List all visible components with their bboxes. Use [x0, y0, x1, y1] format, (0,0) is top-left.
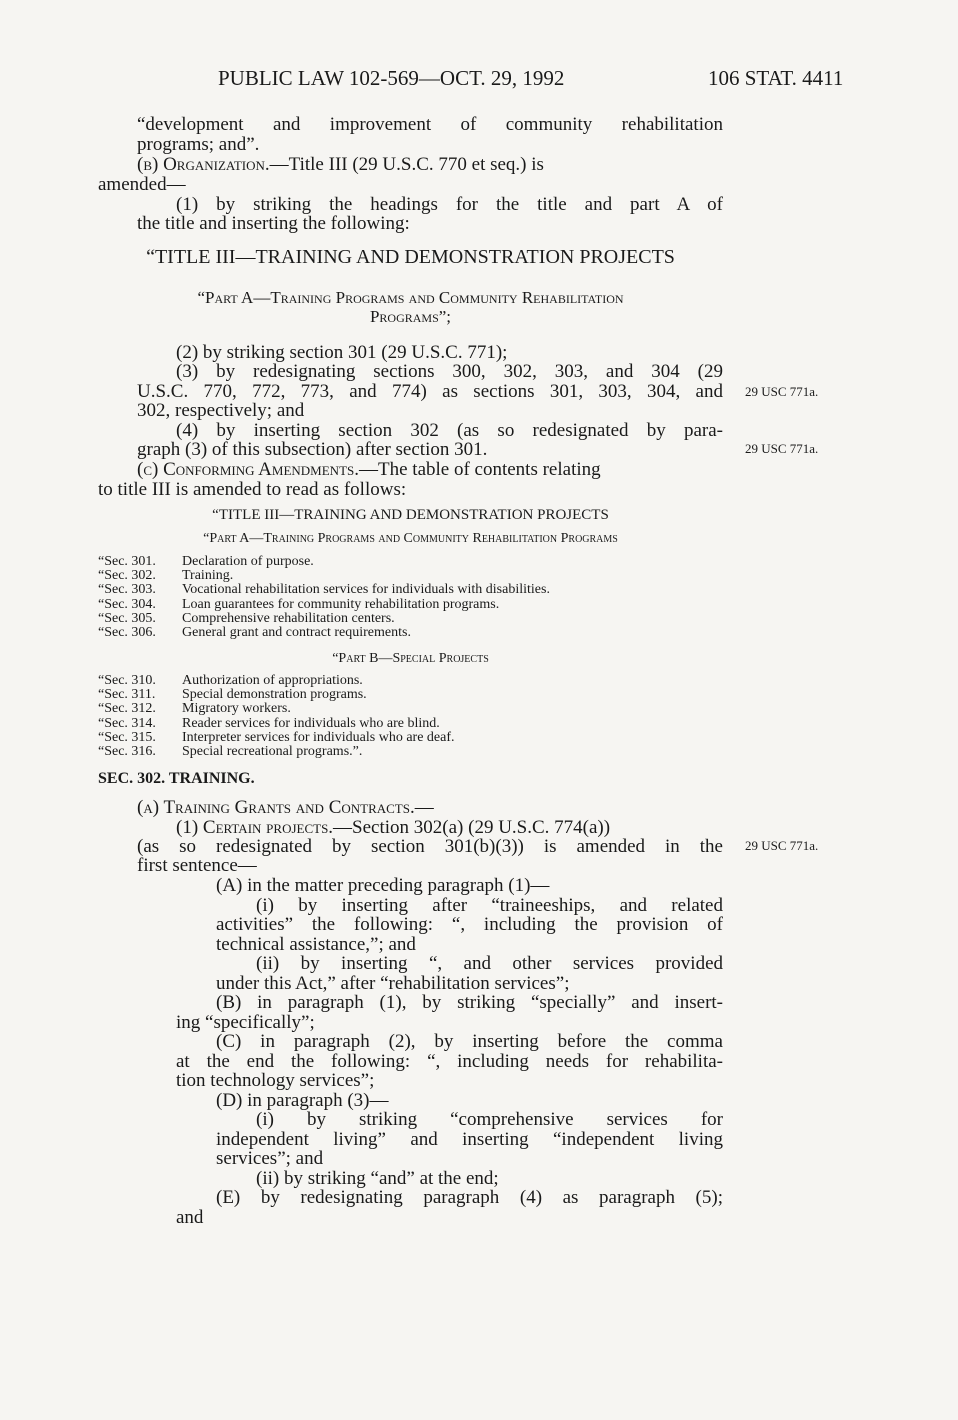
- section-heading: SEC. 302. TRAINING.: [98, 770, 255, 787]
- subsection-heading: (b) Organization.: [137, 154, 270, 175]
- toc-entry-title: Authorization of appropriations.: [182, 673, 363, 688]
- toc-entry-title: Declaration of purpose.: [182, 554, 314, 569]
- text-line: (B) in paragraph (1), by striking “specially” and insert-: [216, 992, 723, 1013]
- text-line: ing “specifically”;: [176, 1012, 315, 1033]
- margin-note: 29 USC 771a.: [745, 838, 819, 853]
- text-line: amended—: [98, 174, 186, 195]
- text-line: (ii) by inserting “, and other services provided: [256, 953, 723, 974]
- text-line: tion technology services”;: [176, 1070, 375, 1091]
- text-line: (as so redesignated by section 301(b)(3)) is amended in the: [137, 836, 723, 857]
- text-line: and: [176, 1207, 204, 1228]
- toc-entry-title: Comprehensive rehabilitation centers.: [182, 610, 395, 626]
- subsection-heading: [137, 797, 434, 819]
- text-line: (i) by striking “comprehensive services for: [256, 1109, 723, 1130]
- text-line: independent living” and inserting “independent living: [216, 1129, 723, 1150]
- toc-entry-number: “Sec. 301.: [98, 554, 156, 569]
- toc-entry: [98, 612, 550, 626]
- text-line: graph (3) of this subsection) after section 301.: [137, 439, 488, 460]
- toc-entry: [98, 569, 550, 583]
- toc-entry: [98, 626, 550, 640]
- toc-entry-number: “Sec. 303.: [98, 582, 156, 598]
- text-line: —The table of contents relating: [359, 459, 601, 480]
- text-line: —Section 302(a) (29 U.S.C. 774(a)): [333, 817, 611, 838]
- text-line: first sentence—: [137, 855, 257, 876]
- toc-entry-title: General grant and contract requirements.: [182, 625, 411, 641]
- toc-entry: [98, 583, 550, 597]
- margin-note: 29 USC 771a.: [745, 441, 819, 456]
- toc-entry-number: “Sec. 315.: [98, 729, 156, 745]
- toc-entry-number: “Sec. 302.: [98, 568, 156, 584]
- inserted-title-heading: “TITLE III—TRAINING AND DEMONSTRATION PROJECTS: [146, 246, 675, 268]
- inserted-part-heading: “Part A—Training Programs and Community Rehabilitation: [197, 288, 624, 307]
- text-line: programs; and”.: [137, 134, 260, 155]
- text-line: U.S.C. 770, 772, 773, and 774) as sections 301, 303, 304, and: [137, 381, 723, 402]
- toc-entry: [98, 674, 455, 688]
- text-line: (2) by striking section 301 (29 U.S.C. 771);: [176, 342, 508, 363]
- text-line: —Title III (29 U.S.C. 770 et seq.) is: [269, 154, 544, 175]
- toc-entry-title: Migratory workers.: [182, 701, 291, 717]
- page-stat-number: 106 STAT. 4411: [708, 66, 844, 90]
- toc-entry-number: “Sec. 311.: [98, 687, 156, 703]
- text-line: the title and inserting the following:: [137, 213, 410, 234]
- paragraph-heading: (1) Certain projects.: [176, 817, 334, 838]
- toc-list-part-b: [98, 674, 455, 759]
- toc-part-heading: “Part B—Special Projects: [332, 651, 489, 666]
- subsection-b: [137, 154, 723, 176]
- toc-entry-number: “Sec. 304.: [98, 596, 156, 612]
- toc-entry-title: Reader services for individuals who are blind.: [182, 715, 440, 731]
- subsection-a-heading: (a) Training Grants and Contracts.—: [137, 797, 434, 818]
- toc-entry-title: Special recreational programs.”.: [182, 744, 363, 760]
- text-line: (D) in paragraph (3)—: [216, 1090, 389, 1111]
- text-line: (i) by inserting after “traineeships, and related: [256, 895, 723, 916]
- margin-note: 29 USC 771a.: [745, 384, 819, 399]
- subsection-c: [137, 459, 723, 481]
- text-line: at the end the following: “, including needs for rehabilita-: [176, 1051, 723, 1072]
- toc-list-part-a: [98, 555, 550, 640]
- subsection-heading: (c) Conforming Amendments.: [137, 459, 359, 480]
- text-line: (C) in paragraph (2), by inserting before the comma: [216, 1031, 723, 1052]
- toc-entry-title: Special demonstration programs.: [182, 687, 367, 703]
- running-header: PUBLIC LAW 102-569—OCT. 29, 1992: [218, 66, 565, 90]
- toc-entry-title: Vocational rehabilitation services for individuals with disabilities.: [182, 582, 550, 598]
- toc-entry: [98, 598, 550, 612]
- toc-entry-title: Loan guarantees for community rehabilitation programs.: [182, 596, 500, 612]
- text-line: services”; and: [216, 1148, 324, 1169]
- toc-entry: [98, 688, 455, 702]
- toc-entry-number: “Sec. 305.: [98, 610, 156, 626]
- toc-entry-number: “Sec. 316.: [98, 744, 156, 760]
- toc-entry: [98, 745, 455, 759]
- toc-entry: [98, 717, 455, 731]
- toc-entry-title: Training.: [182, 568, 234, 584]
- toc-entry-number: “Sec. 312.: [98, 701, 156, 717]
- toc-entry-number: “Sec. 306.: [98, 625, 156, 641]
- inserted-part-heading: Programs”;: [369, 307, 452, 326]
- toc-entry: [98, 555, 550, 569]
- text-line: 302, respectively; and: [137, 400, 305, 421]
- toc-title: “TITLE III—TRAINING AND DEMONSTRATION PROJECTS: [212, 507, 609, 523]
- text-line: (3) by redesignating sections 300, 302, 303, and 304 (29: [176, 361, 723, 382]
- text-line: (ii) by striking “and” at the end;: [256, 1168, 499, 1189]
- text-line: activities” the following: “, including the provision of: [216, 914, 723, 935]
- text-line: (1) by striking the headings for the title and part A of: [176, 194, 723, 215]
- text-line: under this Act,” after “rehabilitation services”;: [216, 973, 570, 994]
- text-line: technical assistance,”; and: [216, 934, 416, 955]
- text-line: (4) by inserting section 302 (as so redesignated by para-: [176, 420, 723, 441]
- text-line: to title III is amended to read as follows:: [98, 479, 407, 500]
- toc-entry-number: “Sec. 314.: [98, 715, 156, 731]
- text-line: (A) in the matter preceding paragraph (1)—: [216, 875, 550, 896]
- toc-entry-number: “Sec. 310.: [98, 673, 156, 688]
- text-line: (E) by redesignating paragraph (4) as paragraph (5);: [216, 1187, 723, 1208]
- text-line: “development and improvement of community rehabilitation: [137, 114, 723, 135]
- toc-entry-title: Interpreter services for individuals who are deaf.: [182, 729, 455, 745]
- toc-part-heading: “Part A—Training Programs and Community Rehabilitation Programs: [203, 531, 618, 546]
- toc-entry: [98, 731, 455, 745]
- toc-entry: [98, 702, 455, 716]
